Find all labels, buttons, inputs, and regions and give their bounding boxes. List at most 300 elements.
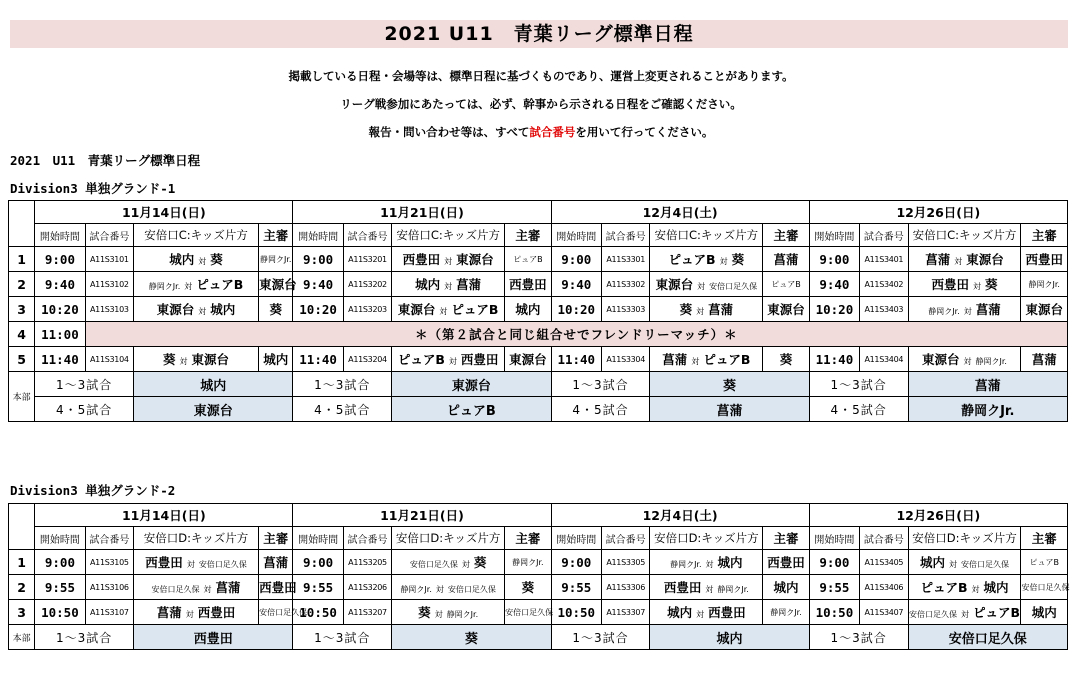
away-team: ピュアB bbox=[451, 302, 499, 317]
date-row bbox=[9, 201, 1068, 224]
home-team: 安倍口足久保 bbox=[151, 585, 200, 594]
referee-cell: ピュアB bbox=[763, 272, 809, 297]
date-header: 12月26日(日) bbox=[809, 504, 1067, 527]
vs-label: 対 bbox=[963, 357, 972, 366]
match-number: 5 bbox=[9, 347, 35, 372]
honbu-team: 菖蒲 bbox=[908, 372, 1067, 397]
honbu-range: 1～3試合 bbox=[35, 625, 134, 650]
home-team: 東源台 bbox=[156, 302, 195, 317]
match-cell bbox=[650, 272, 763, 297]
referee-cell: ピュアB bbox=[1021, 550, 1068, 575]
match-cell bbox=[392, 272, 505, 297]
referee-cell: 静岡クJr. bbox=[259, 247, 293, 272]
away-team: 安倍口足久保 bbox=[198, 560, 247, 569]
away-team: 城内 bbox=[983, 580, 1009, 595]
start-time: 10:50 bbox=[35, 600, 85, 625]
start-time: 9:00 bbox=[551, 550, 601, 575]
referee-header: 主審 bbox=[505, 224, 551, 247]
match-cell bbox=[392, 297, 505, 322]
away-team: ピュアB bbox=[196, 277, 244, 292]
venue-header: 安倍口D:キッズ片方 bbox=[134, 527, 259, 550]
honbu-range: 1～3試合 bbox=[551, 625, 650, 650]
away-team: 静岡クJr. bbox=[717, 585, 749, 594]
match-cell bbox=[134, 297, 259, 322]
schedule-table-2 bbox=[8, 503, 1068, 650]
home-team: 城内 bbox=[667, 605, 693, 620]
away-team: 葵 bbox=[984, 277, 998, 292]
home-team: 城内 bbox=[415, 277, 441, 292]
referee-cell: 安倍口足久保 bbox=[1021, 575, 1068, 600]
away-team: ピュアB bbox=[972, 605, 1020, 620]
start-time: 11:40 bbox=[293, 347, 343, 372]
home-team: 西豊田 bbox=[145, 555, 183, 570]
match-number: 1 bbox=[9, 550, 35, 575]
match-code-header: 試合番号 bbox=[85, 527, 133, 550]
table-row bbox=[9, 600, 1068, 625]
match-cell bbox=[650, 297, 763, 322]
page-title: 2021 U11 青葉リーグ標準日程 bbox=[10, 20, 1068, 48]
home-team: 東源台 bbox=[397, 302, 436, 317]
referee-cell: 西豊田 bbox=[1021, 247, 1068, 272]
referee-cell: 東源台 bbox=[1021, 297, 1068, 322]
honbu-team: 葵 bbox=[650, 372, 809, 397]
away-team: 菖蒲 bbox=[456, 277, 482, 292]
match-cell bbox=[134, 272, 259, 297]
referee-cell: 葵 bbox=[763, 347, 809, 372]
referee-cell: 城内 bbox=[259, 347, 293, 372]
honbu-row bbox=[9, 397, 1068, 422]
match-cell bbox=[134, 550, 259, 575]
referee-header: 主審 bbox=[1021, 527, 1068, 550]
home-team: 静岡クJr. bbox=[928, 307, 960, 316]
referee-cell: 西豊田 bbox=[763, 550, 809, 575]
match-cell bbox=[908, 550, 1021, 575]
table-row bbox=[9, 322, 1068, 347]
match-cell bbox=[392, 247, 505, 272]
start-time: 11:40 bbox=[35, 347, 85, 372]
match-cell bbox=[908, 297, 1021, 322]
start-time-header: 開始時間 bbox=[551, 224, 601, 247]
start-time: 9:55 bbox=[293, 575, 343, 600]
match-code: A11S3101 bbox=[85, 247, 133, 272]
vs-label: 対 bbox=[705, 560, 714, 569]
away-team: 葵 bbox=[210, 252, 223, 267]
start-time: 10:20 bbox=[551, 297, 601, 322]
date-header: 11月21日(日) bbox=[293, 504, 551, 527]
match-code: A11S3401 bbox=[860, 247, 908, 272]
match-number: 3 bbox=[9, 600, 35, 625]
referee-cell: 城内 bbox=[763, 575, 809, 600]
match-code: A11S3304 bbox=[601, 347, 649, 372]
away-team: 東源台 bbox=[191, 352, 230, 367]
start-time: 9:40 bbox=[809, 272, 859, 297]
match-code: A11S3302 bbox=[601, 272, 649, 297]
vs-label: 対 bbox=[198, 307, 207, 316]
match-code: A11S3106 bbox=[85, 575, 133, 600]
table-row bbox=[9, 347, 1068, 372]
match-code: A11S3307 bbox=[601, 600, 649, 625]
match-code: A11S3102 bbox=[85, 272, 133, 297]
match-cell bbox=[908, 247, 1021, 272]
honbu-team: 葵 bbox=[392, 625, 551, 650]
match-code: A11S3301 bbox=[601, 247, 649, 272]
referee-cell: 菖蒲 bbox=[1021, 347, 1068, 372]
vs-label: 対 bbox=[691, 357, 700, 366]
match-code: A11S3407 bbox=[860, 600, 908, 625]
table-row bbox=[9, 550, 1068, 575]
match-code: A11S3105 bbox=[85, 550, 133, 575]
match-code: A11S3306 bbox=[601, 575, 649, 600]
division-label: Division3 単独グランド-1 bbox=[10, 181, 176, 196]
venue-header: 安倍口D:キッズ片方 bbox=[650, 527, 763, 550]
start-time: 9:55 bbox=[809, 575, 859, 600]
match-code-header: 試合番号 bbox=[85, 224, 133, 247]
honbu-row bbox=[9, 625, 1068, 650]
home-team: 西豊田 bbox=[931, 277, 969, 292]
venue-header: 安倍口C:キッズ片方 bbox=[908, 224, 1021, 247]
notice-text: 報告・問い合わせ等は、すべて bbox=[368, 125, 530, 139]
match-cell bbox=[134, 347, 259, 372]
home-team: 安倍口足久保 bbox=[908, 610, 957, 619]
referee-cell: 葵 bbox=[505, 575, 551, 600]
division-label: Division3 単独グランド-2 bbox=[10, 483, 176, 498]
home-team: ピュアB bbox=[668, 252, 716, 267]
home-team: 東源台 bbox=[655, 277, 694, 292]
home-team: 葵 bbox=[679, 302, 693, 317]
venue-header: 安倍口C:キッズ片方 bbox=[392, 224, 505, 247]
home-team: 葵 bbox=[163, 352, 176, 367]
match-cell bbox=[392, 575, 505, 600]
referee-cell: 城内 bbox=[505, 297, 551, 322]
away-team: ピュアB bbox=[703, 352, 751, 367]
start-time: 9:40 bbox=[551, 272, 601, 297]
home-team: 葵 bbox=[418, 605, 431, 620]
vs-label: 対 bbox=[439, 307, 448, 316]
home-team: 西豊田 bbox=[402, 252, 441, 267]
referee-cell: 菖蒲 bbox=[259, 550, 293, 575]
venue-header: 安倍口D:キッズ片方 bbox=[392, 527, 505, 550]
referee-cell: 安倍口足久保 bbox=[505, 600, 551, 625]
notice-line-1: 掲載している日程・会場等は、標準日程に基づくものであり、運営上変更されることがあります。 bbox=[288, 69, 794, 83]
match-code: A11S3207 bbox=[343, 600, 391, 625]
away-team: 安倍口足久保 bbox=[447, 584, 496, 594]
start-time: 11:00 bbox=[35, 322, 85, 347]
start-time: 10:50 bbox=[809, 600, 859, 625]
start-time: 9:00 bbox=[293, 550, 343, 575]
schedule-subtitle: 2021 U11 青葉リーグ標準日程 bbox=[10, 153, 201, 168]
honbu-range: 1～3試合 bbox=[809, 625, 908, 650]
vs-label: 対 bbox=[444, 282, 453, 291]
vs-label: 対 bbox=[719, 257, 728, 266]
start-time: 9:55 bbox=[551, 575, 601, 600]
match-code-header: 試合番号 bbox=[601, 224, 649, 247]
honbu-team: 西豊田 bbox=[134, 625, 293, 650]
match-code: A11S3201 bbox=[343, 247, 391, 272]
vs-label: 対 bbox=[198, 257, 207, 266]
vs-label: 対 bbox=[963, 307, 972, 316]
date-header: 12月26日(日) bbox=[809, 201, 1067, 224]
referee-header: 主審 bbox=[763, 224, 809, 247]
home-team: ピュアB bbox=[397, 352, 445, 367]
honbu-team: ピュアB bbox=[392, 397, 551, 422]
match-cell bbox=[908, 272, 1021, 297]
start-time: 9:00 bbox=[809, 550, 859, 575]
venue-header: 安倍口D:キッズ片方 bbox=[908, 527, 1021, 550]
vs-label: 対 bbox=[960, 610, 969, 619]
match-code-header: 試合番号 bbox=[860, 527, 908, 550]
home-team: ピュアB bbox=[920, 580, 968, 595]
away-team: 菖蒲 bbox=[708, 302, 734, 317]
match-code: A11S3402 bbox=[860, 272, 908, 297]
start-time: 10:20 bbox=[35, 297, 85, 322]
referee-cell: 城内 bbox=[1021, 600, 1068, 625]
referee-header: 主審 bbox=[505, 527, 551, 550]
match-cell bbox=[392, 347, 505, 372]
match-cell bbox=[650, 600, 763, 625]
honbu-team: 城内 bbox=[134, 372, 293, 397]
match-number: 4 bbox=[9, 322, 35, 347]
away-team: 西豊田 bbox=[708, 605, 746, 620]
home-team: 静岡クJr. bbox=[148, 282, 181, 291]
start-time: 9:40 bbox=[35, 272, 85, 297]
honbu-range: 1～3試合 bbox=[293, 625, 392, 650]
away-team: 東源台 bbox=[966, 252, 1004, 267]
home-team: 西豊田 bbox=[663, 580, 702, 595]
vs-label: 対 bbox=[972, 282, 981, 291]
honbu-team: 東源台 bbox=[392, 372, 551, 397]
away-team: 菖蒲 bbox=[975, 302, 1001, 317]
away-team: 静岡クJr. bbox=[975, 357, 1007, 366]
match-code: A11S3405 bbox=[860, 550, 908, 575]
start-time: 9:00 bbox=[35, 550, 85, 575]
away-team: 葵 bbox=[731, 252, 745, 267]
referee-header: 主審 bbox=[763, 527, 809, 550]
start-time-header: 開始時間 bbox=[809, 224, 859, 247]
schedule-table-1 bbox=[8, 200, 1068, 422]
venue-header: 安倍口C:キッズ片方 bbox=[650, 224, 763, 247]
match-cell bbox=[908, 347, 1021, 372]
start-time: 10:20 bbox=[809, 297, 859, 322]
start-time: 11:40 bbox=[809, 347, 859, 372]
honbu-range: 4・5試合 bbox=[35, 397, 134, 422]
match-cell bbox=[392, 550, 505, 575]
notice-highlight: 試合番号 bbox=[529, 125, 576, 139]
match-code: A11S3404 bbox=[860, 347, 908, 372]
start-time-header: 開始時間 bbox=[293, 224, 343, 247]
honbu-team: 城内 bbox=[650, 625, 809, 650]
referee-cell: ピュアB bbox=[505, 247, 551, 272]
start-time-header: 開始時間 bbox=[35, 224, 85, 247]
honbu-team: 安倍口足久保 bbox=[908, 625, 1067, 650]
vs-label: 対 bbox=[954, 257, 963, 266]
match-code: A11S3205 bbox=[343, 550, 391, 575]
vs-label: 対 bbox=[444, 257, 453, 266]
start-time: 9:55 bbox=[35, 575, 85, 600]
vs-label: 対 bbox=[971, 585, 980, 594]
match-cell bbox=[650, 575, 763, 600]
referee-cell: 静岡クJr. bbox=[1021, 272, 1068, 297]
start-time-header: 開始時間 bbox=[809, 527, 859, 550]
date-header: 12月4日(土) bbox=[551, 504, 809, 527]
match-cell bbox=[908, 575, 1021, 600]
referee-cell: 静岡クJr. bbox=[505, 550, 551, 575]
referee-cell: 安倍口足久保 bbox=[259, 600, 293, 625]
referee-cell: 西豊田 bbox=[505, 272, 551, 297]
honbu-range: 1～3試合 bbox=[551, 372, 650, 397]
referee-cell: 菖蒲 bbox=[763, 247, 809, 272]
match-cell bbox=[908, 600, 1021, 625]
referee-cell: 葵 bbox=[259, 297, 293, 322]
match-code: A11S3406 bbox=[860, 575, 908, 600]
match-number: 2 bbox=[9, 272, 35, 297]
table-row bbox=[9, 575, 1068, 600]
start-time-header: 開始時間 bbox=[35, 527, 85, 550]
vs-label: 対 bbox=[434, 610, 443, 619]
vs-label: 対 bbox=[184, 282, 193, 291]
away-team: 菖蒲 bbox=[215, 580, 241, 595]
date-header: 11月14日(日) bbox=[35, 201, 293, 224]
match-code: A11S3103 bbox=[85, 297, 133, 322]
referee-cell: 西豊田 bbox=[259, 575, 293, 600]
match-code: A11S3206 bbox=[343, 575, 391, 600]
venue-header: 安倍口C:キッズ片方 bbox=[134, 224, 259, 247]
vs-label: 対 bbox=[461, 560, 470, 569]
honbu-team: 静岡クJr. bbox=[908, 397, 1067, 422]
match-code: A11S3203 bbox=[343, 297, 391, 322]
notice-line-3 bbox=[0, 124, 1082, 140]
referee-cell: 東源台 bbox=[259, 272, 293, 297]
honbu-range: 1～3試合 bbox=[35, 372, 134, 397]
date-header: 11月14日(日) bbox=[35, 504, 293, 527]
honbu-label: 本部 bbox=[9, 625, 35, 650]
match-code: A11S3403 bbox=[860, 297, 908, 322]
table-row bbox=[9, 247, 1068, 272]
date-header: 12月4日(土) bbox=[551, 201, 809, 224]
honbu-team: 菖蒲 bbox=[650, 397, 809, 422]
start-time: 9:00 bbox=[293, 247, 343, 272]
vs-label: 対 bbox=[696, 610, 705, 619]
home-team: 菖蒲 bbox=[925, 252, 951, 267]
column-header-row bbox=[9, 527, 1068, 550]
match-code: A11S3303 bbox=[601, 297, 649, 322]
home-team: 城内 bbox=[919, 555, 945, 570]
table-row bbox=[9, 297, 1068, 322]
vs-label: 対 bbox=[186, 560, 195, 569]
honbu-range: 4・5試合 bbox=[809, 397, 908, 422]
home-team: 菖蒲 bbox=[662, 352, 688, 367]
match-number: 1 bbox=[9, 247, 35, 272]
notice-line-2: リーグ戦参加にあたっては、必ず、幹事から示される日程をご確認ください。 bbox=[340, 97, 742, 111]
corner-cell bbox=[9, 201, 35, 247]
start-time: 9:00 bbox=[809, 247, 859, 272]
date-row bbox=[9, 504, 1068, 527]
referee-cell: 東源台 bbox=[505, 347, 551, 372]
match-code: A11S3202 bbox=[343, 272, 391, 297]
start-time: 10:50 bbox=[293, 600, 343, 625]
friendly-match-note: ＊（第２試合と同じ組合せでフレンドリーマッチ）＊ bbox=[85, 322, 1067, 347]
vs-label: 対 bbox=[948, 560, 957, 569]
match-cell bbox=[134, 600, 259, 625]
match-code: A11S3104 bbox=[85, 347, 133, 372]
vs-label: 対 bbox=[179, 357, 188, 366]
vs-label: 対 bbox=[203, 585, 212, 594]
vs-label: 対 bbox=[448, 357, 457, 366]
match-cell bbox=[392, 600, 505, 625]
match-cell bbox=[134, 247, 259, 272]
notice-text: を用いて行ってください。 bbox=[575, 125, 714, 139]
referee-cell: 静岡クJr. bbox=[763, 600, 809, 625]
home-team: 静岡クJr. bbox=[400, 584, 432, 594]
honbu-label: 本部 bbox=[9, 372, 35, 422]
honbu-range: 4・5試合 bbox=[551, 397, 650, 422]
match-cell bbox=[650, 347, 763, 372]
date-header: 11月21日(日) bbox=[293, 201, 551, 224]
honbu-range: 1～3試合 bbox=[809, 372, 908, 397]
referee-header: 主審 bbox=[1021, 224, 1068, 247]
match-code-header: 試合番号 bbox=[343, 527, 391, 550]
match-code-header: 試合番号 bbox=[343, 224, 391, 247]
home-team: 東源台 bbox=[921, 352, 960, 367]
referee-header: 主審 bbox=[259, 224, 293, 247]
away-team: 静岡クJr. bbox=[446, 610, 479, 619]
away-team: 西豊田 bbox=[197, 605, 236, 620]
match-number: 3 bbox=[9, 297, 35, 322]
honbu-range: 4・5試合 bbox=[293, 397, 392, 422]
match-cell bbox=[650, 550, 763, 575]
away-team: 城内 bbox=[210, 302, 236, 317]
start-time: 11:40 bbox=[551, 347, 601, 372]
match-cell bbox=[134, 575, 259, 600]
start-time: 9:40 bbox=[293, 272, 343, 297]
match-number: 2 bbox=[9, 575, 35, 600]
start-time: 9:00 bbox=[35, 247, 85, 272]
match-cell bbox=[650, 247, 763, 272]
start-time: 10:20 bbox=[293, 297, 343, 322]
home-team: 城内 bbox=[169, 252, 195, 267]
away-team: 葵 bbox=[473, 555, 487, 570]
away-team: 安倍口足久保 bbox=[709, 282, 758, 291]
referee-cell: 東源台 bbox=[763, 297, 809, 322]
start-time-header: 開始時間 bbox=[293, 527, 343, 550]
match-code: A11S3305 bbox=[601, 550, 649, 575]
referee-header: 主審 bbox=[259, 527, 293, 550]
honbu-range: 1～3試合 bbox=[293, 372, 392, 397]
corner-cell bbox=[9, 504, 35, 550]
match-code-header: 試合番号 bbox=[860, 224, 908, 247]
column-header-row bbox=[9, 224, 1068, 247]
vs-label: 対 bbox=[435, 584, 444, 594]
away-team: 安倍口足久保 bbox=[960, 560, 1009, 569]
vs-label: 対 bbox=[705, 585, 714, 594]
honbu-team: 東源台 bbox=[134, 397, 293, 422]
match-code: A11S3107 bbox=[85, 600, 133, 625]
home-team: 静岡クJr. bbox=[670, 560, 702, 569]
vs-label: 対 bbox=[185, 610, 194, 619]
honbu-row bbox=[9, 372, 1068, 397]
match-code: A11S3204 bbox=[343, 347, 391, 372]
away-team: 西豊田 bbox=[460, 352, 499, 367]
match-code-header: 試合番号 bbox=[601, 527, 649, 550]
vs-label: 対 bbox=[697, 282, 706, 291]
away-team: 東源台 bbox=[456, 252, 494, 267]
start-time-header: 開始時間 bbox=[551, 527, 601, 550]
home-team: 菖蒲 bbox=[156, 605, 182, 620]
start-time: 9:00 bbox=[551, 247, 601, 272]
vs-label: 対 bbox=[696, 307, 705, 316]
away-team: 城内 bbox=[717, 555, 743, 570]
start-time: 10:50 bbox=[551, 600, 601, 625]
table-row bbox=[9, 272, 1068, 297]
